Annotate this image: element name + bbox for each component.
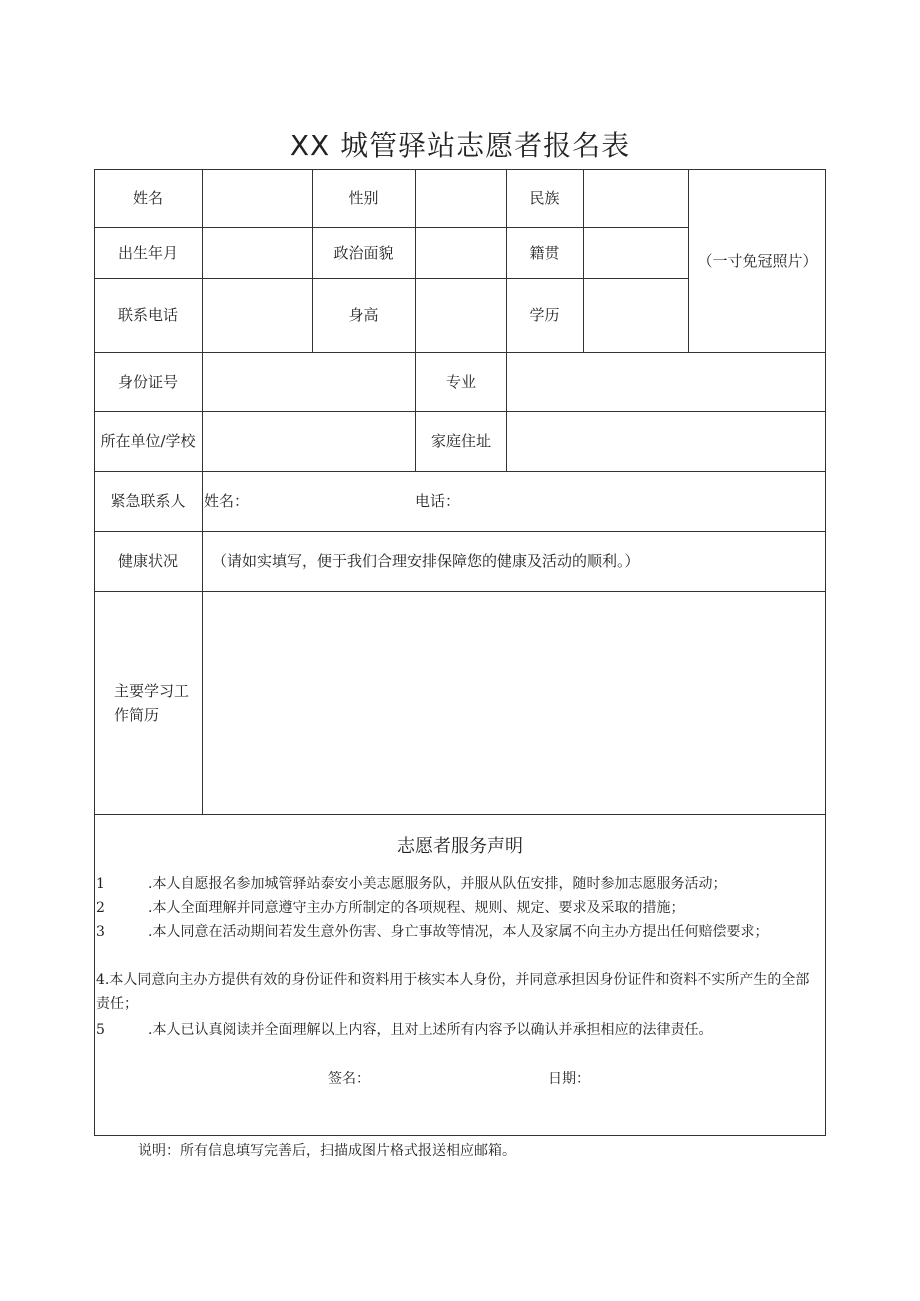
id-number-input[interactable] [203, 352, 415, 411]
native-label: 籍贯 [529, 243, 560, 262]
footer-note: 说明：所有信息填写完善后，扫描成图片格式报送相应邮箱。 [138, 1143, 516, 1159]
political-label: 政治面貌 [333, 243, 394, 262]
education-label: 学历 [529, 306, 560, 324]
declaration-item-number: 4 [96, 972, 105, 988]
birth-input[interactable] [203, 227, 312, 278]
declaration-item [96, 1018, 816, 1042]
declaration-item-text: .本人同意在活动期间若发生意外伤害、身亡事故等情况，本人及家属不向主办方提出任何赔偿要求； [148, 924, 769, 940]
name-input[interactable] [203, 169, 312, 227]
declaration-item [96, 872, 816, 896]
declaration-item-text: .本人已认真阅读并全面理解以上内容，且对上述所有内容予以确认并承担相应的法律责任。 [148, 1022, 713, 1038]
political-input[interactable] [416, 227, 506, 278]
photo-placeholder[interactable]: （一寸免冠照片） [697, 251, 818, 270]
education-input[interactable] [584, 278, 688, 352]
emergency-phone-field[interactable]: 电话： [415, 492, 461, 510]
major-label: 专业 [445, 372, 476, 391]
health-label: 健康状况 [117, 552, 178, 570]
signature-field[interactable]: 签名： [328, 1071, 370, 1087]
declaration-item-number: 2 [96, 900, 105, 916]
id-number-label: 身份证号 [117, 372, 178, 391]
address-label: 家庭住址 [430, 432, 491, 450]
date-field[interactable]: 日期： [548, 1071, 590, 1087]
major-input[interactable] [507, 352, 826, 411]
gender-label: 性别 [348, 189, 379, 207]
resume-label: 主要学习工作简历 [114, 681, 190, 724]
declaration-title: 志愿者服务声明 [397, 836, 523, 857]
height-label: 身高 [348, 306, 379, 324]
declaration-item-text: .本人全面理解并同意遵守主办方所制定的各项规程、规则、规定、要求及采取的措施； [148, 900, 685, 916]
declaration-item [96, 920, 816, 944]
emergency-contact-label: 紧急联系人 [110, 492, 186, 510]
unit-label: 所在单位/学校 [100, 432, 196, 450]
page-title: XX 城管驿站志愿者报名表 [289, 129, 631, 162]
declaration-item-number: 3 [96, 924, 105, 940]
declaration-item-number: 5 [96, 1022, 105, 1038]
unit-input[interactable] [203, 411, 415, 471]
address-input[interactable] [507, 411, 826, 471]
native-input[interactable] [584, 227, 688, 278]
ethnicity-input[interactable] [584, 169, 688, 227]
row-divider [94, 814, 826, 815]
phone-label: 联系电话 [117, 306, 178, 324]
declaration-item [96, 896, 816, 920]
ethnicity-label: 民族 [529, 189, 560, 207]
name-label: 姓名 [132, 189, 163, 207]
declaration-item-text: .本人同意向主办方提供有效的身份证件和资料用于核实本人身份，并同意承担因身份证件和资料不实所产生的全部责任； [96, 972, 810, 1012]
birth-label: 出生年月 [117, 243, 178, 262]
declaration-item [96, 968, 816, 1016]
phone-input[interactable] [203, 278, 312, 352]
emergency-name-field[interactable]: 姓名： [204, 492, 250, 510]
declaration-item-number: 1 [96, 876, 105, 892]
gender-input[interactable] [416, 169, 506, 227]
declaration-item-text: .本人自愿报名参加城管驿站泰安小美志愿服务队，并服从队伍安排，随时参加志愿服务活动； [148, 876, 727, 892]
resume-input[interactable] [203, 591, 826, 814]
health-input[interactable]: （请如实填写，便于我们合理安排保障您的健康及活动的顺利。） [212, 552, 640, 570]
height-input[interactable] [416, 278, 506, 352]
